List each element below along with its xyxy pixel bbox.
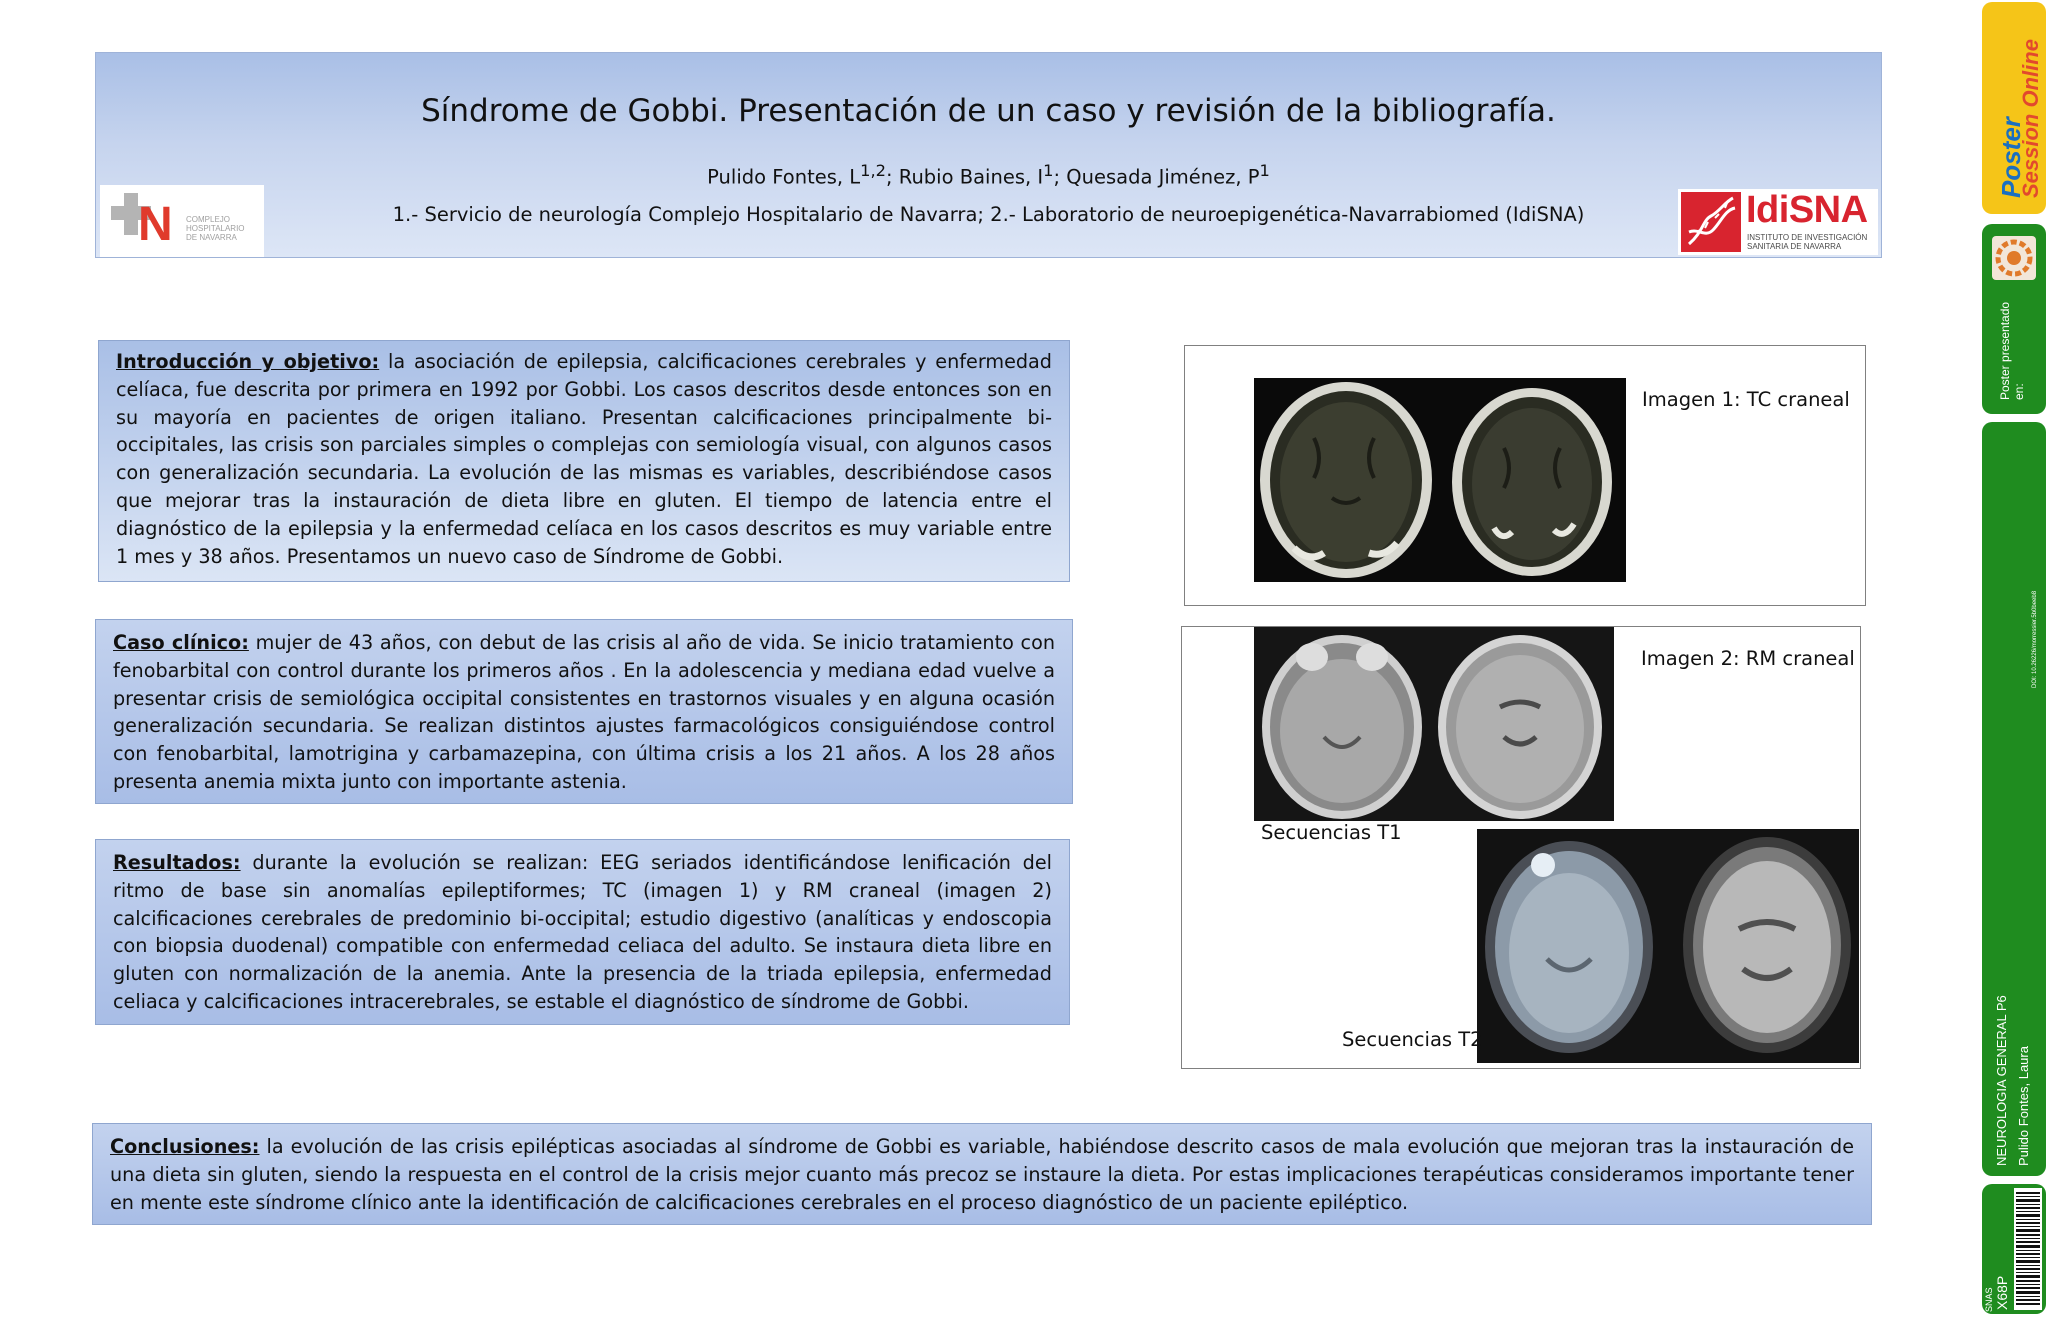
congress-logo: [1992, 236, 2036, 280]
author-affil-sup: 1: [1043, 161, 1054, 180]
doi-text: DOI: 10.26226/morressier.5b0beeb8: [2032, 590, 2038, 688]
affiliations: 1.- Servicio de neurología Complejo Hospitalario de Navarra; 2.- Laboratorio de neuroepigenética-Navarrabiomed (IdiSNA): [392, 203, 1585, 226]
sidebar-code-block: [1982, 1184, 2046, 1314]
author-separator: ;: [885, 165, 899, 189]
poster-header: [95, 52, 1882, 258]
dna-icon: [1681, 192, 1741, 252]
poster-title: Síndrome de Gobbi. Presentación de un caso y revisión de la bibliografía.: [421, 93, 1556, 129]
idisna-logo: [1678, 189, 1878, 255]
mri-t1-image: [1254, 627, 1614, 821]
conclusions-section: [92, 1123, 1872, 1225]
author-name: Pulido Fontes, L: [707, 165, 861, 189]
author-list: [96, 161, 1881, 189]
t1-sequence-label: Secuencias T1: [1261, 821, 1402, 844]
intro-label: Introducción y objetivo:: [116, 350, 380, 373]
conclusions-text: la evolución de las crisis epilépticas asociadas al síndrome de Gobbi es variable, habiéndose descrito casos de mala evolución que mejoran tras la instauración de una dieta sin gluten, siendo la respuesta en el control de la crisis mejor cuanto más precoz se instaure la dieta. Por estas implicaciones terapéuticas consideramos importante tener en mente este síndrome clínico ante la identificación de calcificaciones cerebrales en el proceso diagnóstico de un paciente epiléptico.: [110, 1135, 1854, 1214]
results-text: durante la evolución se realizan: EEG seriados identificándose lenificación del ritmo de base sin anomalías epileptiformes; TC (imagen 1) y RM craneal (imagen 2) calcificaciones cerebrales de predominio bi-occipital; estudio digestivo (analíticas y endoscopia con biopsia duodenal) compatible con enfermedad celiaca del adulto. Se instaura dieta libre en gluten con normalización de la anemia. Ante la presencia de la triada epilepsia, enfermedad celiaca y calcificaciones intracerebrales, se estable el diagnóstico de síndrome de Gobbi.: [113, 851, 1052, 1013]
author-separator: ;: [1053, 165, 1067, 189]
barcode-icon: [2014, 1188, 2042, 1310]
author-affil-sup: 1: [1259, 161, 1270, 180]
poster-code: X68P: [1994, 1275, 2010, 1310]
poster-session-sidebar: [1980, 0, 2048, 1317]
conclusions-label: Conclusiones:: [110, 1135, 260, 1158]
hospital-logo: [100, 185, 264, 257]
logo-text-bottom: Session Online: [2018, 39, 2043, 198]
case-text: mujer de 43 años, con debut de las crisis al año de vida. Se inicio tratamiento con fenobarbital con control durante los primeros años . En la adolescencia y mediana edad vuelve a presentar crisis de semiológica occipital consistentes en trastornos visuales y en alguna ocasión generalización secundaria. Se realizan distintos ajustes farmacológicos consiguiéndose control con fenobarbital, lamotrigina y carbamazepina, con última crisis a los 21 años. A los 28 años presenta anemia mixta junto con importante astenia.: [113, 631, 1055, 793]
results-label: Resultados:: [113, 851, 241, 874]
case-section: [95, 619, 1073, 804]
ct-scan-image: [1254, 378, 1626, 582]
figure-1-caption: Imagen 1: TC craneal: [1642, 388, 1850, 411]
mri-t2-image: [1477, 829, 1859, 1063]
intro-text: la asociación de epilepsia, calcificaciones cerebrales y enfermedad celíaca, fue descrita por primera en 1992 por Gobbi. Los casos descritos desde entonces son en su mayoría en pacientes de origen italiano. Presentan calcificaciones principalmente bi-occipitales, las crisis son parciales simples o complejas con semiología visual, con algunos casos con generalización secundaria. La evolución de las mismas es variables, describiéndose casos que mejorar tras la instauración de dieta libre en gluten. El tiempo de latencia entre el diagnóstico de la epilepsia y la enfermedad celíaca en los casos descritos es muy variable entre 1 mes y 38 años. Presentamos un nuevo caso de Síndrome de Gobbi.: [116, 350, 1052, 568]
category-text: NEUROLOGIA GENERAL P6: [1994, 995, 2009, 1166]
author-name: Quesada Jiménez, P: [1066, 165, 1260, 189]
case-label: Caso clínico:: [113, 631, 249, 654]
t2-sequence-label: Secuencias T2: [1342, 1028, 1483, 1051]
author-affil-sup: 1,2: [860, 161, 886, 180]
results-section: [95, 839, 1070, 1025]
sidebar-info-block: [1982, 422, 2046, 1176]
hospital-logo-text: COMPLEJO HOSPITALARIO DE NAVARRA: [186, 215, 245, 242]
author-name: Rubio Baines, I: [898, 165, 1044, 189]
figure-mri-panel: [1181, 626, 1861, 1069]
author-text: Pulido Fontes, Laura: [2016, 1046, 2031, 1166]
presented-at-block: [1982, 224, 2046, 414]
intro-section: [98, 340, 1070, 582]
figure-2-caption: Imagen 2: RM craneal: [1641, 647, 1855, 670]
idisna-logo-subtitle: INSTITUTO DE INVESTIGACIÓN SANITARIA DE NAVARRA: [1747, 233, 1868, 251]
poster-small-code: SNAS: [1984, 1287, 1994, 1312]
logo-text-top: Poster: [1996, 117, 2026, 198]
hospital-logo-letter: N: [138, 198, 173, 251]
presented-at-text: Poster presentado en:: [1998, 301, 2026, 400]
poster-session-online-logo: [1982, 2, 2046, 214]
figure-ct-panel: [1184, 345, 1866, 606]
idisna-logo-name: IdiSNA: [1746, 189, 1868, 231]
